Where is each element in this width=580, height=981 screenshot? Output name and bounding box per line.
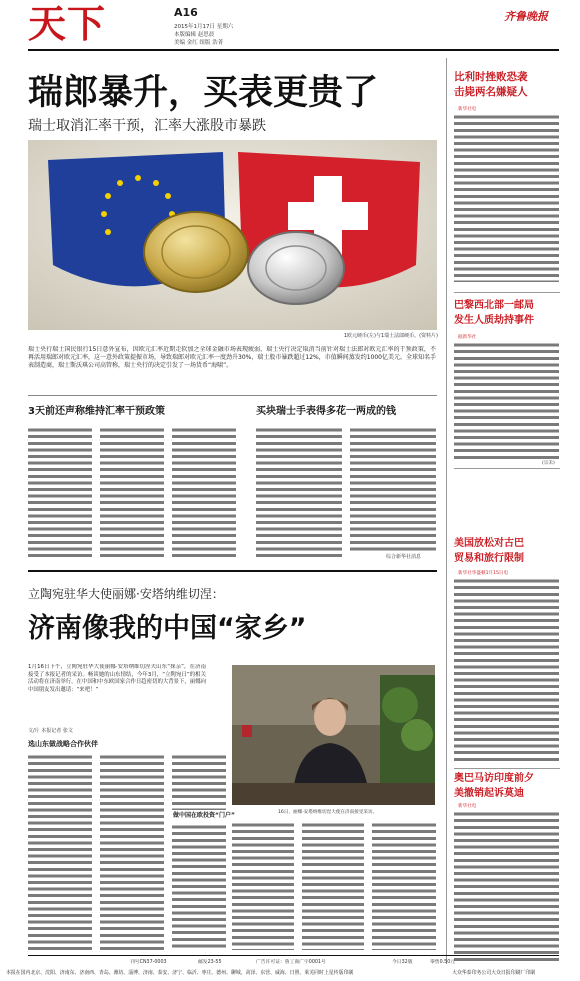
section-title: 天下 <box>28 1 107 46</box>
lead-body-col2 <box>100 427 164 559</box>
lead-col2-title: 买块瑞士手表得多花一两成的钱 <box>256 406 396 417</box>
lead-body-col4 <box>256 427 342 559</box>
sidebar-body-1 <box>454 114 559 282</box>
page-design: 美编 金红 组版 浩菁 <box>174 40 224 46</box>
footer-issn: 刊号CN37-0003 <box>130 960 167 965</box>
sidebar-headline-3: 美国放松对古巴 贸易和旅行限制 <box>454 538 524 564</box>
sidebar-credit-2: (宗禾) <box>542 461 555 466</box>
lead-summary: 瑞士央行瑞士国民银行15日意外宣布，因欧元汇率近期走软加之全球金融市场表现疲弱，瑞士央行决定取消当前针对瑞士法郎对欧元汇率的干预政策，不再活用瑞郎对欧元汇率，这一意外政策提振市场，导致瑞郎对欧元汇率一度劲升30%，瑞士股市暴跌超过12%，市值瞬间蒸发约1000亿美元。全球知名手表制造商，瑞士斯沃琪公司高管称，瑞士央行的决定引发了一场货币“海啸”。 <box>28 346 436 369</box>
feature-kicker: 立陶宛驻华大使丽娜·安塔纳维切涅： <box>28 587 224 601</box>
franc-coin <box>248 232 344 304</box>
feature-subhead-2: 做中国在欧投资“门户” <box>173 812 235 819</box>
masthead-rule <box>28 49 559 51</box>
portrait-face <box>314 698 346 736</box>
sidebar-headline-1: 比利时挫败恐袭 击毙两名嫌疑人 <box>454 71 528 98</box>
feature-body-col3a <box>172 754 226 810</box>
feature-subhead-1: 选山东做战略合作伙伴 <box>28 740 98 748</box>
sidebar-body-2 <box>454 342 559 460</box>
feature-body-col4 <box>232 822 294 950</box>
masthead <box>0 0 580 56</box>
sidebar-lead-3: 新华社华盛顿1月15日电 <box>458 571 509 576</box>
sidebar-headline-4: 奥巴马访印度前夕 美撤销起诉莫迪 <box>454 773 534 799</box>
euro-coin <box>144 212 248 292</box>
lead-mid-rule <box>28 395 437 396</box>
feature-photo <box>232 665 435 805</box>
page-editor: 本版编辑 赵思晨 <box>174 32 215 38</box>
lead-photo <box>28 140 437 330</box>
feature-top-rule <box>28 570 437 572</box>
footer-printer: 大众华泰印务公司大众日报印刷厂印刷 <box>452 970 536 976</box>
lead-subhead: 瑞士取消汇率干预，汇率大涨股市暴跌 <box>28 118 266 134</box>
lead-body-col3 <box>172 427 236 559</box>
footer-rule <box>28 955 559 956</box>
feature-headline: 济南像我的中国“家乡” <box>28 613 307 644</box>
sidebar-headline-2: 巴黎西北部一邮局 发生人质劫持事件 <box>454 300 534 326</box>
sidebar-lead-2: 据新华社 <box>458 335 477 340</box>
feature-body-col1 <box>28 754 92 950</box>
footer-price: 零售0.50元 <box>430 960 456 965</box>
lead-body-col5 <box>350 427 436 551</box>
feature-body-col3b <box>172 824 226 950</box>
sidebar-lead-4: 新华社电 <box>458 804 477 809</box>
lead-photo-caption: 1欧元硬币(左)与1瑞士法郎硬币。(资料片) <box>343 333 438 339</box>
issue-date: 2015年1月17日 星期六 <box>174 24 234 30</box>
coins-illustration <box>28 140 437 330</box>
page-number: A16 <box>174 6 198 19</box>
footer-info <box>130 958 460 966</box>
lead-headline: 瑞郎暴升，买表更贵了 <box>28 73 379 113</box>
sidebar-body-4 <box>454 811 559 961</box>
column-divider <box>446 58 447 964</box>
feature-body-col5 <box>302 822 364 950</box>
lead-byline: 综合新华社消息 <box>386 554 422 560</box>
sidebar-body-3 <box>454 578 559 762</box>
footer-print-sites: 本报在国内北京、沈阳、济南东、济南西、青岛、潍坊、淄博、济南、泰安、济宁、临沂、枣庄、德州、聊城、菏泽、东营、威海、日照、莱芜同时上星传版印刷 <box>6 970 354 976</box>
feature-photo-caption: 16日，丽娜·安塔纳维切涅大使在济南接受采访。 <box>278 810 378 815</box>
feature-body-col6 <box>372 822 436 950</box>
sidebar-lead-1: 新华社电 <box>458 107 477 112</box>
brand-logo: 齐鲁晚报 <box>504 10 548 23</box>
footer-pages: 今日32版 <box>392 960 413 965</box>
feature-byline: 文/片 本报记者 张文 <box>28 728 73 734</box>
footer-postal: 邮发23-55 <box>198 960 222 965</box>
lead-body-col1 <box>28 427 92 559</box>
feature-body-col2 <box>100 754 164 950</box>
ambassador-photo <box>232 665 435 805</box>
lead-col1-title: 3天前还声称维持汇率干预政策 <box>28 406 165 417</box>
footer-ad-license: 广告许可证：鲁工商广字0001号 <box>256 960 326 965</box>
feature-intro: 1月16日下午，立陶宛驻华大使丽娜·安塔纳维切涅夫山东“探亲”，在济南接受了本报记者的采访。畅谈她的山东情结，今年3月，“立陶宛日”的相关活动将在济南举行，在中国和中东欧国家合作日趋密切的大背景下，丽娜向中国朋友发出邀请：“来吧！” <box>28 664 206 693</box>
sidebar <box>454 58 560 964</box>
